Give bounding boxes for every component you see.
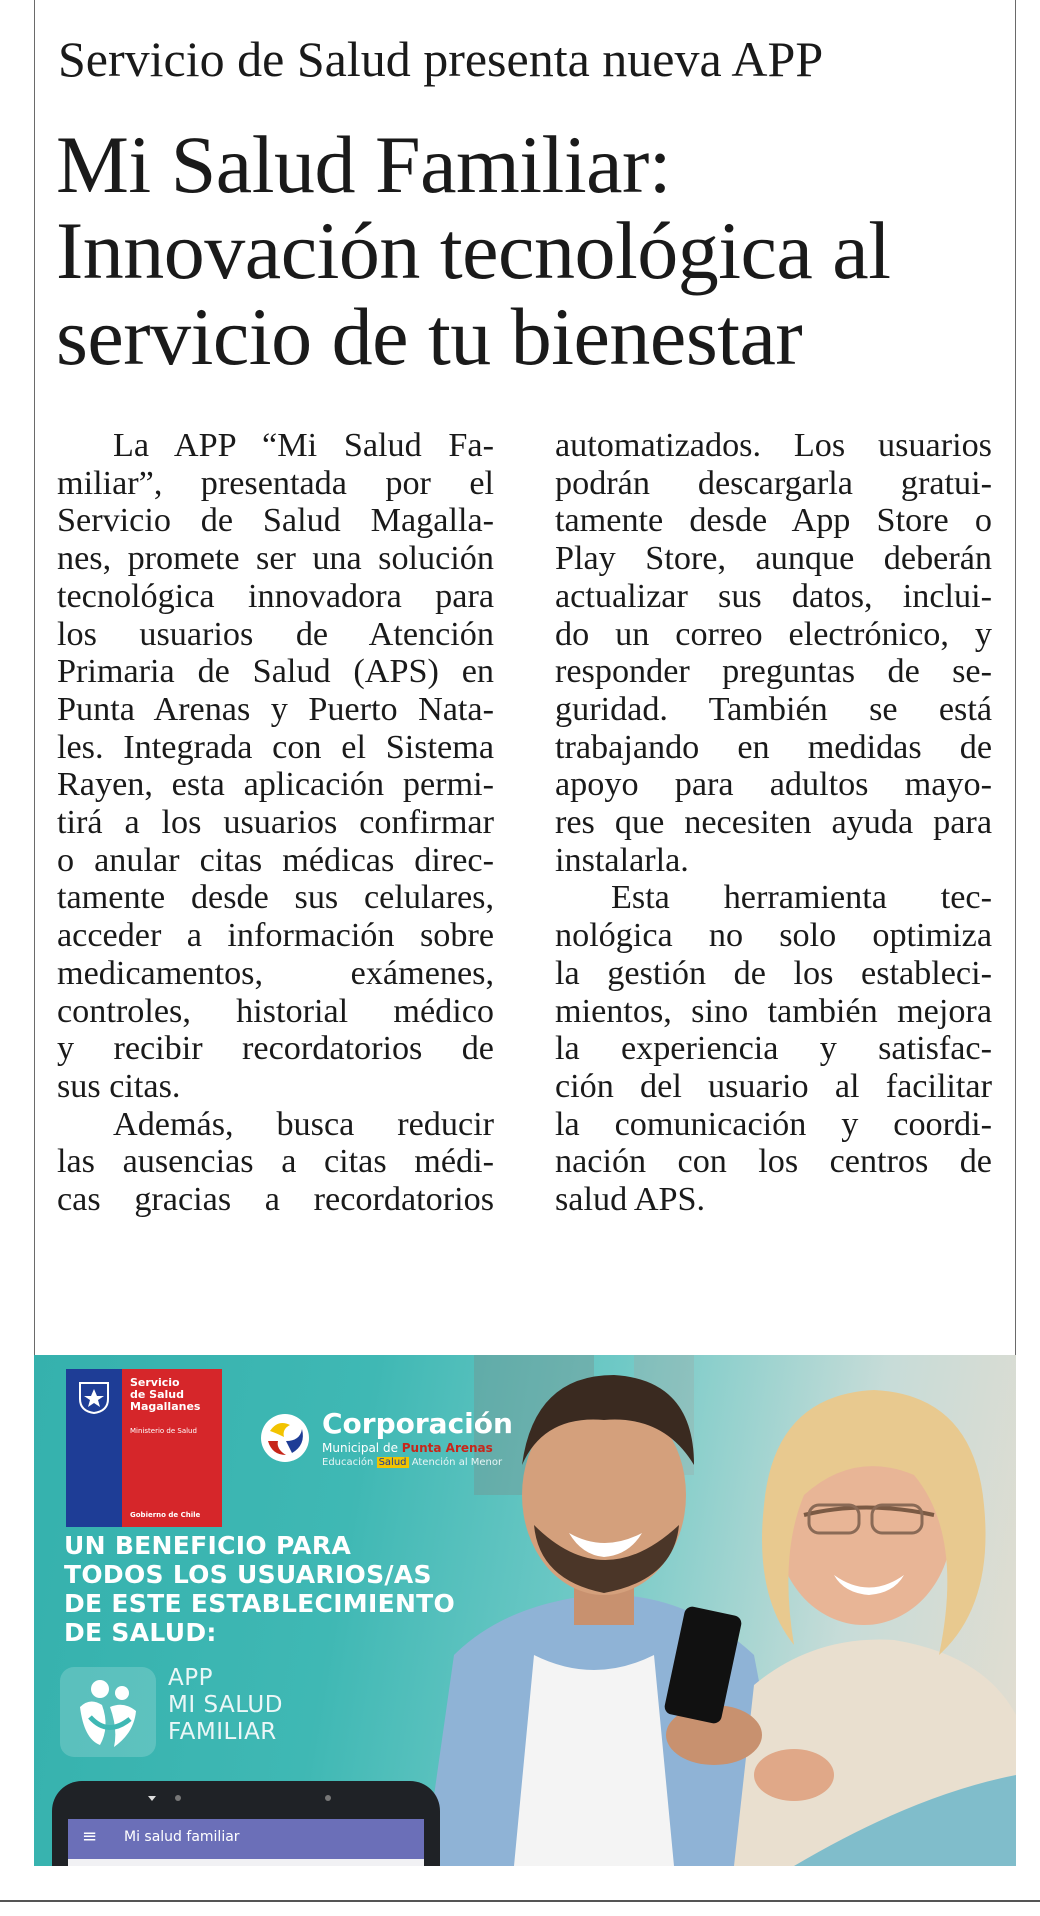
column-line: apoyo para adultos mayo- bbox=[555, 766, 992, 804]
phone-mockup bbox=[52, 1781, 440, 1866]
headline-line: Innovación tecnológica al bbox=[56, 205, 891, 296]
column-line: automatizados. Los usuarios bbox=[555, 427, 992, 464]
column-line: guridad. También se está bbox=[555, 690, 992, 728]
column-line: Además, busca reducir bbox=[113, 1105, 494, 1143]
column-line: tamente desde App Store o bbox=[555, 502, 992, 540]
column-line: los usuarios de Atención bbox=[57, 615, 494, 653]
gob-logo-text: Servicio de Salud Magallanes bbox=[130, 1376, 201, 1413]
column-line: o anular citas médicas direc- bbox=[57, 841, 494, 879]
headline-line: Mi Salud Familiar: bbox=[56, 119, 672, 210]
column-line: trabajando en medidas de bbox=[555, 728, 992, 766]
column-line: salud APS. bbox=[555, 1181, 706, 1219]
page-bottom-rule bbox=[0, 1900, 1040, 1902]
column-line: nación con los centros de bbox=[555, 1143, 992, 1181]
phone-app-bar bbox=[68, 1819, 424, 1859]
column-line: La APP “Mi Salud Fa- bbox=[113, 427, 494, 464]
hamburger-menu-icon: ≡ bbox=[82, 1826, 98, 1847]
article-kicker: Servicio de Salud presenta nueva APP bbox=[58, 31, 824, 87]
corporacion-logo-icon bbox=[256, 1411, 314, 1465]
phone-app-title: Mi salud familiar bbox=[124, 1829, 240, 1845]
column-line: miliar”, presentada por el bbox=[57, 464, 494, 502]
gobierno-de-chile-logo bbox=[66, 1369, 222, 1527]
coat-of-arms-icon bbox=[74, 1377, 114, 1415]
column-line: las ausencias a citas médi- bbox=[57, 1143, 494, 1181]
app-advertisement-image bbox=[34, 1355, 1016, 1866]
column-line: ción del usuario al facilitar bbox=[555, 1067, 992, 1105]
corporacion-subtitle: Municipal de Punta Arenas bbox=[322, 1441, 493, 1455]
benefit-headline: UN BENEFICIO PARA TODOS LOS USUARIOS/AS DE ESTE ESTABLECIMIENTO DE SALUD: bbox=[64, 1531, 456, 1647]
article-column-right bbox=[555, 427, 992, 1219]
column-line: nes, promete ser una solución bbox=[57, 540, 494, 578]
column-line: medicamentos, exámenes, bbox=[57, 954, 494, 992]
gob-footer-text: Gobierno de Chile bbox=[130, 1511, 201, 1519]
column-line: Punta Arenas y Puerto Nata- bbox=[57, 690, 494, 728]
column-line: tecnológica innovadora para bbox=[57, 577, 494, 615]
column-line: do un correo electrónico, y bbox=[555, 615, 992, 653]
column-line: tamente desde sus celulares, bbox=[57, 879, 494, 917]
column-line: la experiencia y satisfac- bbox=[555, 1030, 992, 1068]
column-line: la gestión de los estableci- bbox=[555, 954, 992, 992]
column-line: cas gracias a recordatorios bbox=[57, 1181, 494, 1219]
column-line: Servicio de Salud Magalla- bbox=[57, 502, 494, 540]
column-line: Play Store, aunque deberán bbox=[555, 540, 992, 578]
column-line: Rayen, esta aplicación permi- bbox=[57, 766, 494, 804]
article-headline bbox=[56, 119, 1006, 382]
column-line: responder preguntas de se- bbox=[555, 653, 992, 691]
phone-status-dots bbox=[148, 1793, 348, 1803]
column-line: Primaria de Salud (APS) en bbox=[57, 653, 494, 691]
app-name-text: APP MI SALUD FAMILIAR bbox=[168, 1665, 283, 1745]
column-line: instalarla. bbox=[555, 841, 689, 879]
column-line: mientos, sino también mejora bbox=[555, 992, 992, 1030]
column-line: actualizar sus datos, inclui- bbox=[555, 577, 992, 615]
column-line: les. Integrada con el Sistema bbox=[57, 728, 494, 766]
column-line: la comunicación y coordi- bbox=[555, 1105, 992, 1143]
gob-ministry-text: Ministerio de Salud bbox=[130, 1427, 197, 1435]
column-line: controles, historial médico bbox=[57, 992, 494, 1030]
column-line: acceder a información sobre bbox=[57, 917, 494, 955]
article-column-left bbox=[57, 427, 494, 1219]
column-line: sus citas. bbox=[57, 1067, 181, 1105]
column-line: nológica no solo optimiza bbox=[555, 917, 992, 955]
column-line: res que necesiten ayuda para bbox=[555, 804, 992, 842]
column-line: Esta herramienta tec- bbox=[611, 879, 992, 917]
family-app-logo-icon bbox=[60, 1667, 156, 1757]
corporacion-name: Corporación bbox=[322, 1407, 513, 1440]
corporacion-tagline: Educación Salud Atención al Menor bbox=[322, 1457, 503, 1468]
column-line: tirá a los usuarios confirmar bbox=[57, 804, 494, 842]
column-line: podrán descargarla gratui- bbox=[555, 464, 992, 502]
column-line: y recibir recordatorios de bbox=[57, 1030, 494, 1068]
headline-line: servicio de tu bienestar bbox=[56, 291, 803, 382]
